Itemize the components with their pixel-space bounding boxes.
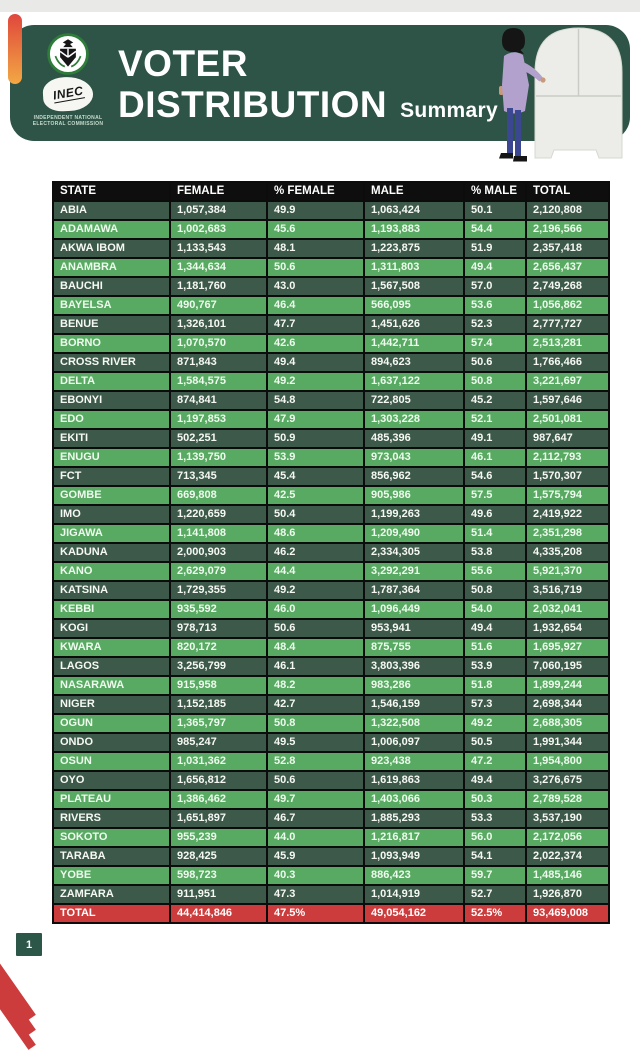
table-cell: 669,808	[170, 486, 267, 505]
total-cell: TOTAL	[53, 904, 170, 923]
table-cell: 51.9	[464, 239, 526, 258]
table-cell: 50.1	[464, 201, 526, 220]
table-cell: 1,597,646	[526, 391, 609, 410]
table-cell: 1,209,490	[364, 524, 464, 543]
table-cell: 54.1	[464, 847, 526, 866]
table-cell: 1,057,384	[170, 201, 267, 220]
table-cell: NIGER	[53, 695, 170, 714]
table-row	[53, 258, 609, 277]
total-cell: 44,414,846	[170, 904, 267, 923]
table-cell: 50.6	[267, 258, 364, 277]
table-cell: 722,805	[364, 391, 464, 410]
table-cell: 875,755	[364, 638, 464, 657]
table-cell: 53.9	[464, 657, 526, 676]
page-title	[118, 43, 498, 131]
table-row	[53, 410, 609, 429]
table-cell: 953,941	[364, 619, 464, 638]
table-cell: 46.2	[267, 543, 364, 562]
top-edge-strip	[0, 0, 640, 12]
table-cell: 1,193,883	[364, 220, 464, 239]
table-row	[53, 201, 609, 220]
table-cell: NASARAWA	[53, 676, 170, 695]
inec-logo	[32, 33, 104, 127]
table-cell: 53.8	[464, 543, 526, 562]
table-cell: 50.8	[464, 372, 526, 391]
table-cell: 886,423	[364, 866, 464, 885]
table-cell: 490,767	[170, 296, 267, 315]
table-cell: 3,276,675	[526, 771, 609, 790]
nigeria-map-icon	[42, 76, 94, 113]
table-cell: 1,139,750	[170, 448, 267, 467]
table-cell: 1,637,122	[364, 372, 464, 391]
table-cell: 1,002,683	[170, 220, 267, 239]
column-header: MALE	[364, 182, 464, 201]
table-cell: 2,789,528	[526, 790, 609, 809]
total-cell: 93,469,008	[526, 904, 609, 923]
table-cell: FCT	[53, 467, 170, 486]
table-cell: KADUNA	[53, 543, 170, 562]
table-cell: 46.1	[267, 657, 364, 676]
table-cell: 2,172,056	[526, 828, 609, 847]
table-cell: 2,698,344	[526, 695, 609, 714]
table-cell: 1,567,508	[364, 277, 464, 296]
table-cell: 50.6	[464, 353, 526, 372]
column-header: % FEMALE	[267, 182, 364, 201]
table-row	[53, 885, 609, 904]
column-header: STATE	[53, 182, 170, 201]
table-cell: 5,921,370	[526, 562, 609, 581]
table-cell: EDO	[53, 410, 170, 429]
table-cell: 47.2	[464, 752, 526, 771]
table-cell: 50.5	[464, 733, 526, 752]
table-cell: RIVERS	[53, 809, 170, 828]
table-cell: 1,695,927	[526, 638, 609, 657]
table-cell: 1,656,812	[170, 771, 267, 790]
table-row	[53, 695, 609, 714]
table-row	[53, 448, 609, 467]
table-cell: 50.3	[464, 790, 526, 809]
table-cell: 1,326,101	[170, 315, 267, 334]
table-cell: 1,451,626	[364, 315, 464, 334]
table-row	[53, 790, 609, 809]
table-cell: 1,006,097	[364, 733, 464, 752]
table-row	[53, 904, 609, 923]
table-cell: 856,962	[364, 467, 464, 486]
table-cell: 1,386,462	[170, 790, 267, 809]
table-cell: 43.0	[267, 277, 364, 296]
table-cell: 53.9	[267, 448, 364, 467]
table-cell: 3,537,190	[526, 809, 609, 828]
title-subtitle: Summary	[400, 99, 498, 122]
table-cell: 50.8	[267, 714, 364, 733]
table-cell: 47.3	[267, 885, 364, 904]
table-cell: 1,056,862	[526, 296, 609, 315]
table-cell: 51.6	[464, 638, 526, 657]
table-cell: 52.7	[464, 885, 526, 904]
table-cell: 1,096,449	[364, 600, 464, 619]
table-cell: 52.1	[464, 410, 526, 429]
table-cell: 45.6	[267, 220, 364, 239]
table-cell: OSUN	[53, 752, 170, 771]
table-cell: 49.2	[464, 714, 526, 733]
table-cell: LAGOS	[53, 657, 170, 676]
table-cell: 49.2	[267, 581, 364, 600]
table-cell: 49.4	[464, 771, 526, 790]
table-cell: 1,584,575	[170, 372, 267, 391]
table-cell: 1,991,344	[526, 733, 609, 752]
page-number-badge	[16, 933, 42, 956]
table-cell: 2,656,437	[526, 258, 609, 277]
table-cell: 871,843	[170, 353, 267, 372]
table-cell: 55.6	[464, 562, 526, 581]
table-cell: 2,032,041	[526, 600, 609, 619]
table-cell: 49.7	[267, 790, 364, 809]
table-cell: ENUGU	[53, 448, 170, 467]
table-cell: 57.5	[464, 486, 526, 505]
table-cell: 59.7	[464, 866, 526, 885]
table-cell: EBONYI	[53, 391, 170, 410]
table-cell: 46.4	[267, 296, 364, 315]
table-cell: 50.9	[267, 429, 364, 448]
table-row	[53, 771, 609, 790]
table-cell: 1,070,570	[170, 334, 267, 353]
table-cell: 1,223,875	[364, 239, 464, 258]
table-cell: 42.6	[267, 334, 364, 353]
table-cell: 49.1	[464, 429, 526, 448]
table-cell: 48.6	[267, 524, 364, 543]
table-cell: 1,885,293	[364, 809, 464, 828]
table-cell: 1,197,853	[170, 410, 267, 429]
table-cell: TARABA	[53, 847, 170, 866]
table-cell: 57.0	[464, 277, 526, 296]
inec-acronym: INEC	[51, 83, 85, 103]
table-cell: PLATEAU	[53, 790, 170, 809]
table-cell: ZAMFARA	[53, 885, 170, 904]
table-cell: ADAMAWA	[53, 220, 170, 239]
table-row	[53, 372, 609, 391]
table-cell: 911,951	[170, 885, 267, 904]
table-cell: 54.8	[267, 391, 364, 410]
table-cell: 1,031,362	[170, 752, 267, 771]
table-cell: 928,425	[170, 847, 267, 866]
table-cell: 44.4	[267, 562, 364, 581]
table-cell: 1,570,307	[526, 467, 609, 486]
table-row	[53, 619, 609, 638]
table-cell: 1,152,185	[170, 695, 267, 714]
title-line1: VOTER	[118, 43, 248, 84]
table-row	[53, 676, 609, 695]
table-row	[53, 505, 609, 524]
table-cell: 2,022,374	[526, 847, 609, 866]
table-cell: BAYELSA	[53, 296, 170, 315]
table-cell: 3,292,291	[364, 562, 464, 581]
table-row	[53, 296, 609, 315]
table-cell: 955,239	[170, 828, 267, 847]
total-cell: 47.5%	[267, 904, 364, 923]
table-cell: 923,438	[364, 752, 464, 771]
table-cell: 1,651,897	[170, 809, 267, 828]
table-cell: 1,932,654	[526, 619, 609, 638]
table-cell: 49.4	[464, 619, 526, 638]
table-cell: KANO	[53, 562, 170, 581]
table-row	[53, 866, 609, 885]
table-row	[53, 353, 609, 372]
table-body	[53, 201, 609, 904]
table-cell: 54.6	[464, 467, 526, 486]
table-cell: 3,256,799	[170, 657, 267, 676]
table-cell: 49.5	[267, 733, 364, 752]
table-cell: 1,442,711	[364, 334, 464, 353]
table-row	[53, 524, 609, 543]
table-row	[53, 809, 609, 828]
table-cell: 51.4	[464, 524, 526, 543]
table-row	[53, 543, 609, 562]
table-cell: 52.8	[267, 752, 364, 771]
table-cell: 53.3	[464, 809, 526, 828]
table-cell: 47.9	[267, 410, 364, 429]
table-row	[53, 600, 609, 619]
table-cell: 1,485,146	[526, 866, 609, 885]
table-cell: 502,251	[170, 429, 267, 448]
table-cell: 46.1	[464, 448, 526, 467]
table-row	[53, 657, 609, 676]
table-row	[53, 714, 609, 733]
table-cell: 2,501,081	[526, 410, 609, 429]
table-cell: 2,749,268	[526, 277, 609, 296]
table-cell: 49.2	[267, 372, 364, 391]
table-cell: 1,365,797	[170, 714, 267, 733]
table-cell: 2,334,305	[364, 543, 464, 562]
table-cell: 46.7	[267, 809, 364, 828]
gradient-accent-bar	[8, 14, 22, 84]
table-row	[53, 429, 609, 448]
table-cell: KATSINA	[53, 581, 170, 600]
table-cell: 50.6	[267, 619, 364, 638]
table-cell: 915,958	[170, 676, 267, 695]
table-cell: 1,216,817	[364, 828, 464, 847]
table-cell: 49.9	[267, 201, 364, 220]
table-cell: 598,723	[170, 866, 267, 885]
table-cell: 1,344,634	[170, 258, 267, 277]
org-name-line1: INDEPENDENT NATIONAL	[33, 115, 103, 121]
total-cell: 49,054,162	[364, 904, 464, 923]
table-cell: 1,133,543	[170, 239, 267, 258]
table-cell: 485,396	[364, 429, 464, 448]
table-cell: DELTA	[53, 372, 170, 391]
table-cell: 3,221,697	[526, 372, 609, 391]
table-cell: 1,141,808	[170, 524, 267, 543]
table-row	[53, 847, 609, 866]
table-cell: ONDO	[53, 733, 170, 752]
table-cell: ABIA	[53, 201, 170, 220]
title-line2: DISTRIBUTION	[118, 84, 388, 125]
table-cell: 1,311,803	[364, 258, 464, 277]
table-row	[53, 182, 609, 201]
table-cell: 42.5	[267, 486, 364, 505]
table-cell: ANAMBRA	[53, 258, 170, 277]
table-cell: 54.4	[464, 220, 526, 239]
table-cell: BORNO	[53, 334, 170, 353]
table-cell: 1,181,760	[170, 277, 267, 296]
table-cell: 57.3	[464, 695, 526, 714]
table-cell: 1,199,263	[364, 505, 464, 524]
table-cell: 1,093,949	[364, 847, 464, 866]
table-cell: 1,729,355	[170, 581, 267, 600]
table-total	[53, 904, 609, 923]
table-cell: 40.3	[267, 866, 364, 885]
table-row	[53, 315, 609, 334]
voter-booth-illustration	[488, 16, 640, 174]
column-header: FEMALE	[170, 182, 267, 201]
table-cell: 1,322,508	[364, 714, 464, 733]
table-row	[53, 562, 609, 581]
table-row	[53, 581, 609, 600]
table-cell: 4,335,208	[526, 543, 609, 562]
table-cell: 1,063,424	[364, 201, 464, 220]
table-cell: 1,954,800	[526, 752, 609, 771]
table-cell: 44.0	[267, 828, 364, 847]
table-cell: 42.7	[267, 695, 364, 714]
table-cell: 53.6	[464, 296, 526, 315]
table-cell: 1,575,794	[526, 486, 609, 505]
column-header: % MALE	[464, 182, 526, 201]
table-cell: 45.9	[267, 847, 364, 866]
table-cell: BAUCHI	[53, 277, 170, 296]
table-cell: 983,286	[364, 676, 464, 695]
table-cell: 985,247	[170, 733, 267, 752]
table-cell: 52.3	[464, 315, 526, 334]
table-cell: 2,112,793	[526, 448, 609, 467]
table-cell: GOMBE	[53, 486, 170, 505]
table-cell: OGUN	[53, 714, 170, 733]
table-cell: 874,841	[170, 391, 267, 410]
table-cell: 2,629,079	[170, 562, 267, 581]
table-cell: 2,419,922	[526, 505, 609, 524]
table-cell: 2,196,566	[526, 220, 609, 239]
table-cell: 47.7	[267, 315, 364, 334]
table-cell: 2,777,727	[526, 315, 609, 334]
table-cell: 2,513,281	[526, 334, 609, 353]
table-cell: KOGI	[53, 619, 170, 638]
voter-distribution-table	[52, 181, 610, 924]
table-cell: 48.2	[267, 676, 364, 695]
table-cell: YOBE	[53, 866, 170, 885]
table-cell: 2,357,418	[526, 239, 609, 258]
table-cell: 51.8	[464, 676, 526, 695]
table-cell: SOKOTO	[53, 828, 170, 847]
table-cell: KEBBI	[53, 600, 170, 619]
table-cell: 987,647	[526, 429, 609, 448]
table-cell: BENUE	[53, 315, 170, 334]
page-number: 1	[25, 938, 33, 951]
table-cell: 49.6	[464, 505, 526, 524]
table-cell: AKWA IBOM	[53, 239, 170, 258]
table-row	[53, 752, 609, 771]
table-cell: 1,220,659	[170, 505, 267, 524]
table-row	[53, 638, 609, 657]
table-cell: 3,803,396	[364, 657, 464, 676]
table-cell: 54.0	[464, 600, 526, 619]
table-cell: 45.4	[267, 467, 364, 486]
table-cell: 57.4	[464, 334, 526, 353]
table-cell: 2,120,808	[526, 201, 609, 220]
table-row	[53, 220, 609, 239]
table-cell: 973,043	[364, 448, 464, 467]
table-cell: 820,172	[170, 638, 267, 657]
table-cell: 1,766,466	[526, 353, 609, 372]
table-cell: 49.4	[267, 353, 364, 372]
table-cell: 1,787,364	[364, 581, 464, 600]
table-cell: 46.0	[267, 600, 364, 619]
table-row	[53, 733, 609, 752]
total-cell: 52.5%	[464, 904, 526, 923]
table-cell: 713,345	[170, 467, 267, 486]
table-cell: EKITI	[53, 429, 170, 448]
table-row	[53, 828, 609, 847]
table-row	[53, 334, 609, 353]
table-cell: 1,926,870	[526, 885, 609, 904]
table-cell: 1,546,159	[364, 695, 464, 714]
table-cell: 894,623	[364, 353, 464, 372]
table-header	[53, 182, 609, 201]
table-cell: 905,986	[364, 486, 464, 505]
table-cell: IMO	[53, 505, 170, 524]
table-cell: 50.4	[267, 505, 364, 524]
table-row	[53, 239, 609, 258]
table-cell: 50.8	[464, 581, 526, 600]
table-row	[53, 467, 609, 486]
table-cell: KWARA	[53, 638, 170, 657]
table-cell: 2,688,305	[526, 714, 609, 733]
table-cell: 1,014,919	[364, 885, 464, 904]
org-name-line2: ELECTORAL COMMISSION	[32, 121, 104, 127]
table-cell: 978,713	[170, 619, 267, 638]
table-cell: 1,899,244	[526, 676, 609, 695]
table-cell: JIGAWA	[53, 524, 170, 543]
table-cell: 3,516,719	[526, 581, 609, 600]
table-cell: 2,351,298	[526, 524, 609, 543]
table-cell: 50.6	[267, 771, 364, 790]
table-cell: 49.4	[464, 258, 526, 277]
column-header: TOTAL	[526, 182, 609, 201]
table-cell: OYO	[53, 771, 170, 790]
table-cell: 1,403,066	[364, 790, 464, 809]
table-row	[53, 277, 609, 296]
coat-of-arms-icon	[47, 33, 89, 75]
table-cell: 1,303,228	[364, 410, 464, 429]
table-cell: 566,095	[364, 296, 464, 315]
table-cell: 7,060,195	[526, 657, 609, 676]
table-cell: CROSS RIVER	[53, 353, 170, 372]
table-row	[53, 486, 609, 505]
table-cell: 935,592	[170, 600, 267, 619]
table-cell: 1,619,863	[364, 771, 464, 790]
table-cell: 56.0	[464, 828, 526, 847]
table-cell: 48.1	[267, 239, 364, 258]
table-cell: 45.2	[464, 391, 526, 410]
table-cell: 48.4	[267, 638, 364, 657]
table-row	[53, 391, 609, 410]
table-cell: 2,000,903	[170, 543, 267, 562]
